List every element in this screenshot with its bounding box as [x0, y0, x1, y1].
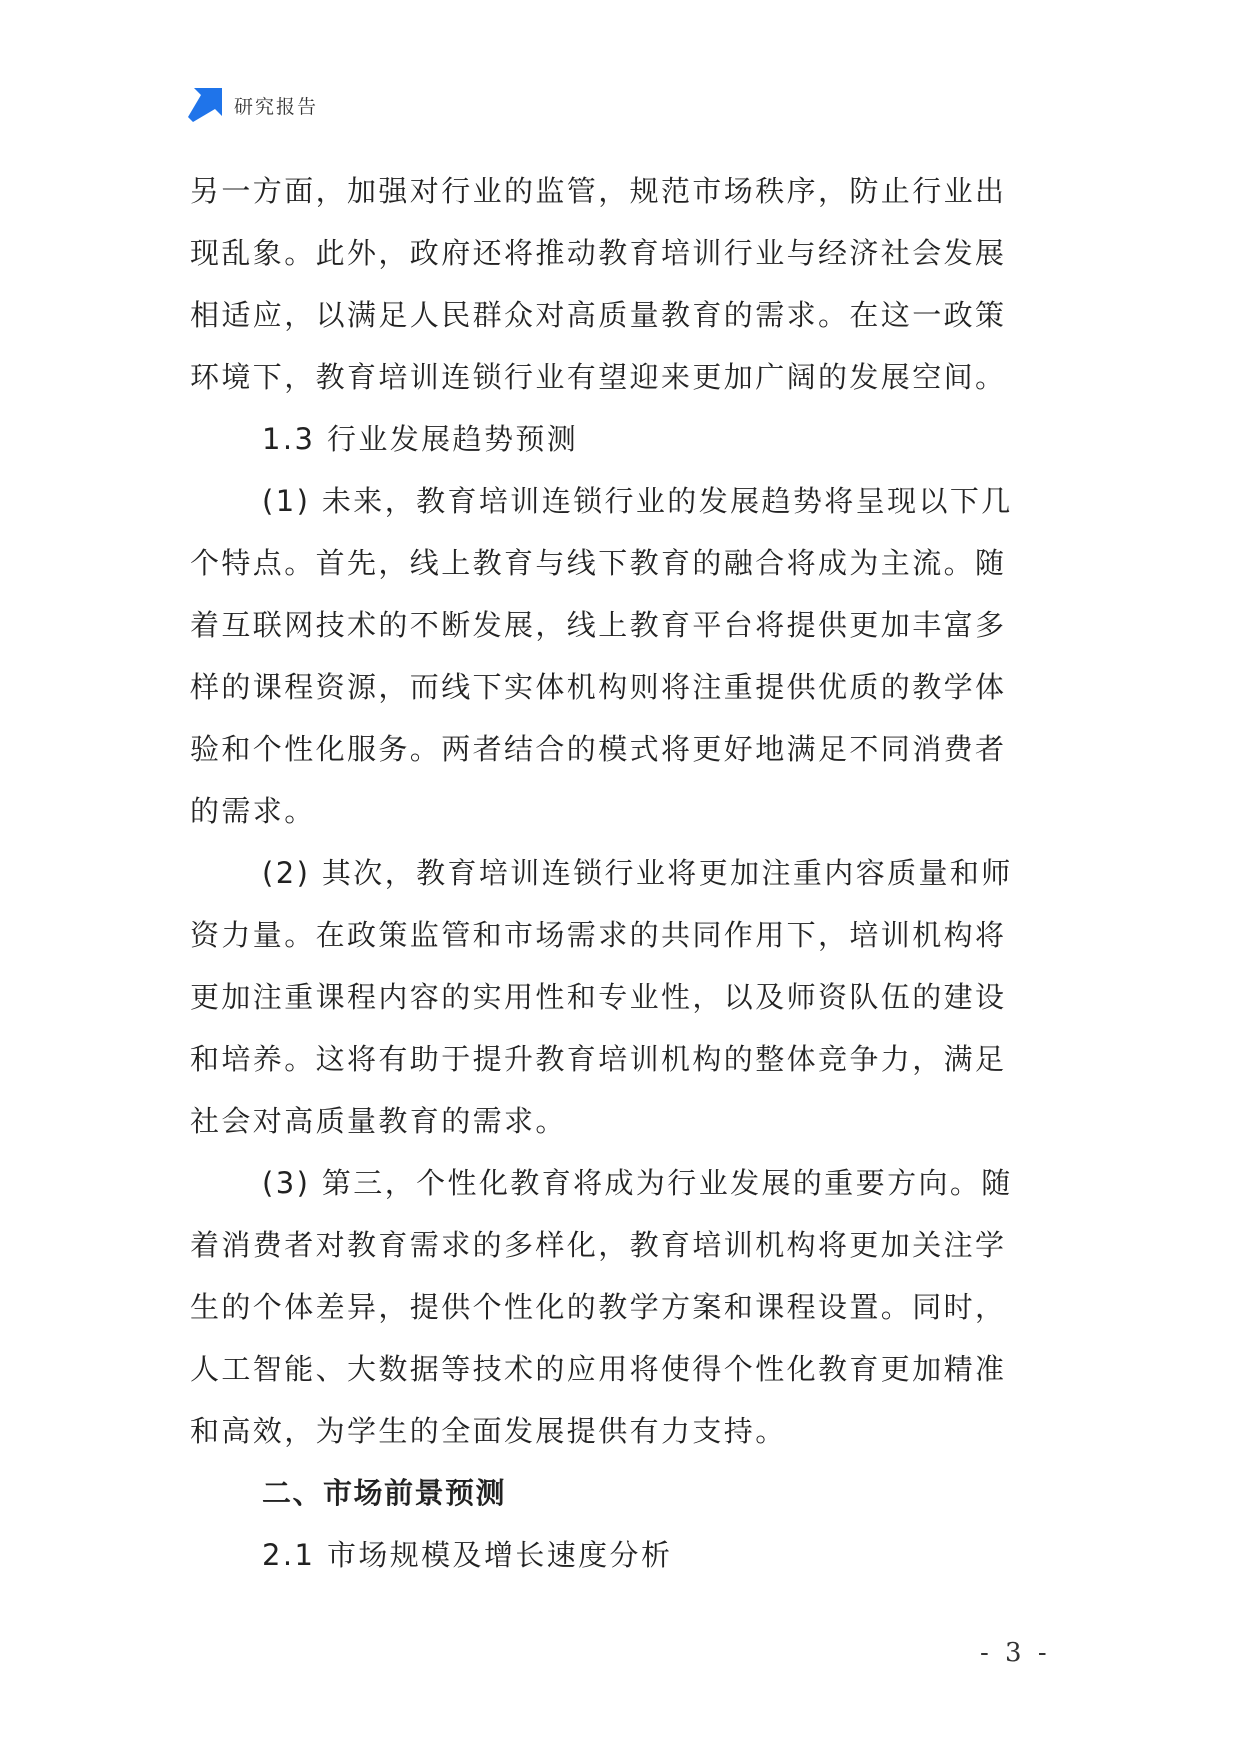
paragraph-line: 和培养。这将有助于提升教育培训机构的整体竞争力，满足 [190, 1042, 1007, 1076]
paragraph-line: 相适应，以满足人民群众对高质量教育的需求。在这一政策 [190, 298, 1007, 332]
paragraph-line: 验和个性化服务。两者结合的模式将更好地满足不同消费者 [190, 732, 1007, 766]
report-header [188, 88, 318, 122]
paragraph-line: 现乱象。此外，政府还将推动教育培训行业与经济社会发展 [190, 236, 1007, 270]
paragraph-line: 另一方面，加强对行业的监管，规范市场秩序，防止行业出 [190, 174, 1007, 208]
document-body [190, 160, 1070, 1586]
paragraph-line: 的需求。 [190, 794, 316, 828]
paragraph-line: 社会对高质量教育的需求。 [190, 1104, 567, 1138]
paragraph-line: 环境下，教育培训连锁行业有望迎来更加广阔的发展空间。 [190, 360, 1007, 394]
paragraph-line: 资力量。在政策监管和市场需求的共同作用下，培训机构将 [190, 918, 1007, 952]
header-title: 研究报告 [234, 95, 319, 118]
paragraph-line: 生的个体差异，提供个性化的教学方案和课程设置。同时， [190, 1290, 1007, 1324]
paragraph-line: 着互联网技术的不断发展，线上教育平台将提供更加丰富多 [190, 608, 1007, 642]
paragraph-line: (3) 第三，个性化教育将成为行业发展的重要方向。随 [262, 1166, 1013, 1200]
paragraph-line: (2) 其次，教育培训连锁行业将更加注重内容质量和师 [262, 856, 1013, 890]
paragraph-line: (1) 未来，教育培训连锁行业的发展趋势将呈现以下几 [262, 484, 1013, 518]
arrow-up-right-icon [188, 88, 222, 122]
page-number: - 3 - [980, 1638, 1051, 1668]
chapter-heading-2: 二、市场前景预测 [262, 1476, 507, 1510]
paragraph-line: 人工智能、大数据等技术的应用将使得个性化教育更加精准 [190, 1352, 1007, 1386]
section-heading-1-3: 1.3 行业发展趋势预测 [262, 422, 579, 456]
paragraph-line: 样的课程资源，而线下实体机构则将注重提供优质的教学体 [190, 670, 1007, 704]
paragraph-line: 个特点。首先，线上教育与线下教育的融合将成为主流。随 [190, 546, 1007, 580]
paragraph-line: 和高效，为学生的全面发展提供有力支持。 [190, 1414, 787, 1448]
section-heading-2-1: 2.1 市场规模及增长速度分析 [262, 1538, 673, 1572]
paragraph-line: 着消费者对教育需求的多样化，教育培训机构将更加关注学 [190, 1228, 1007, 1262]
paragraph-line: 更加注重课程内容的实用性和专业性，以及师资队伍的建设 [190, 980, 1007, 1014]
